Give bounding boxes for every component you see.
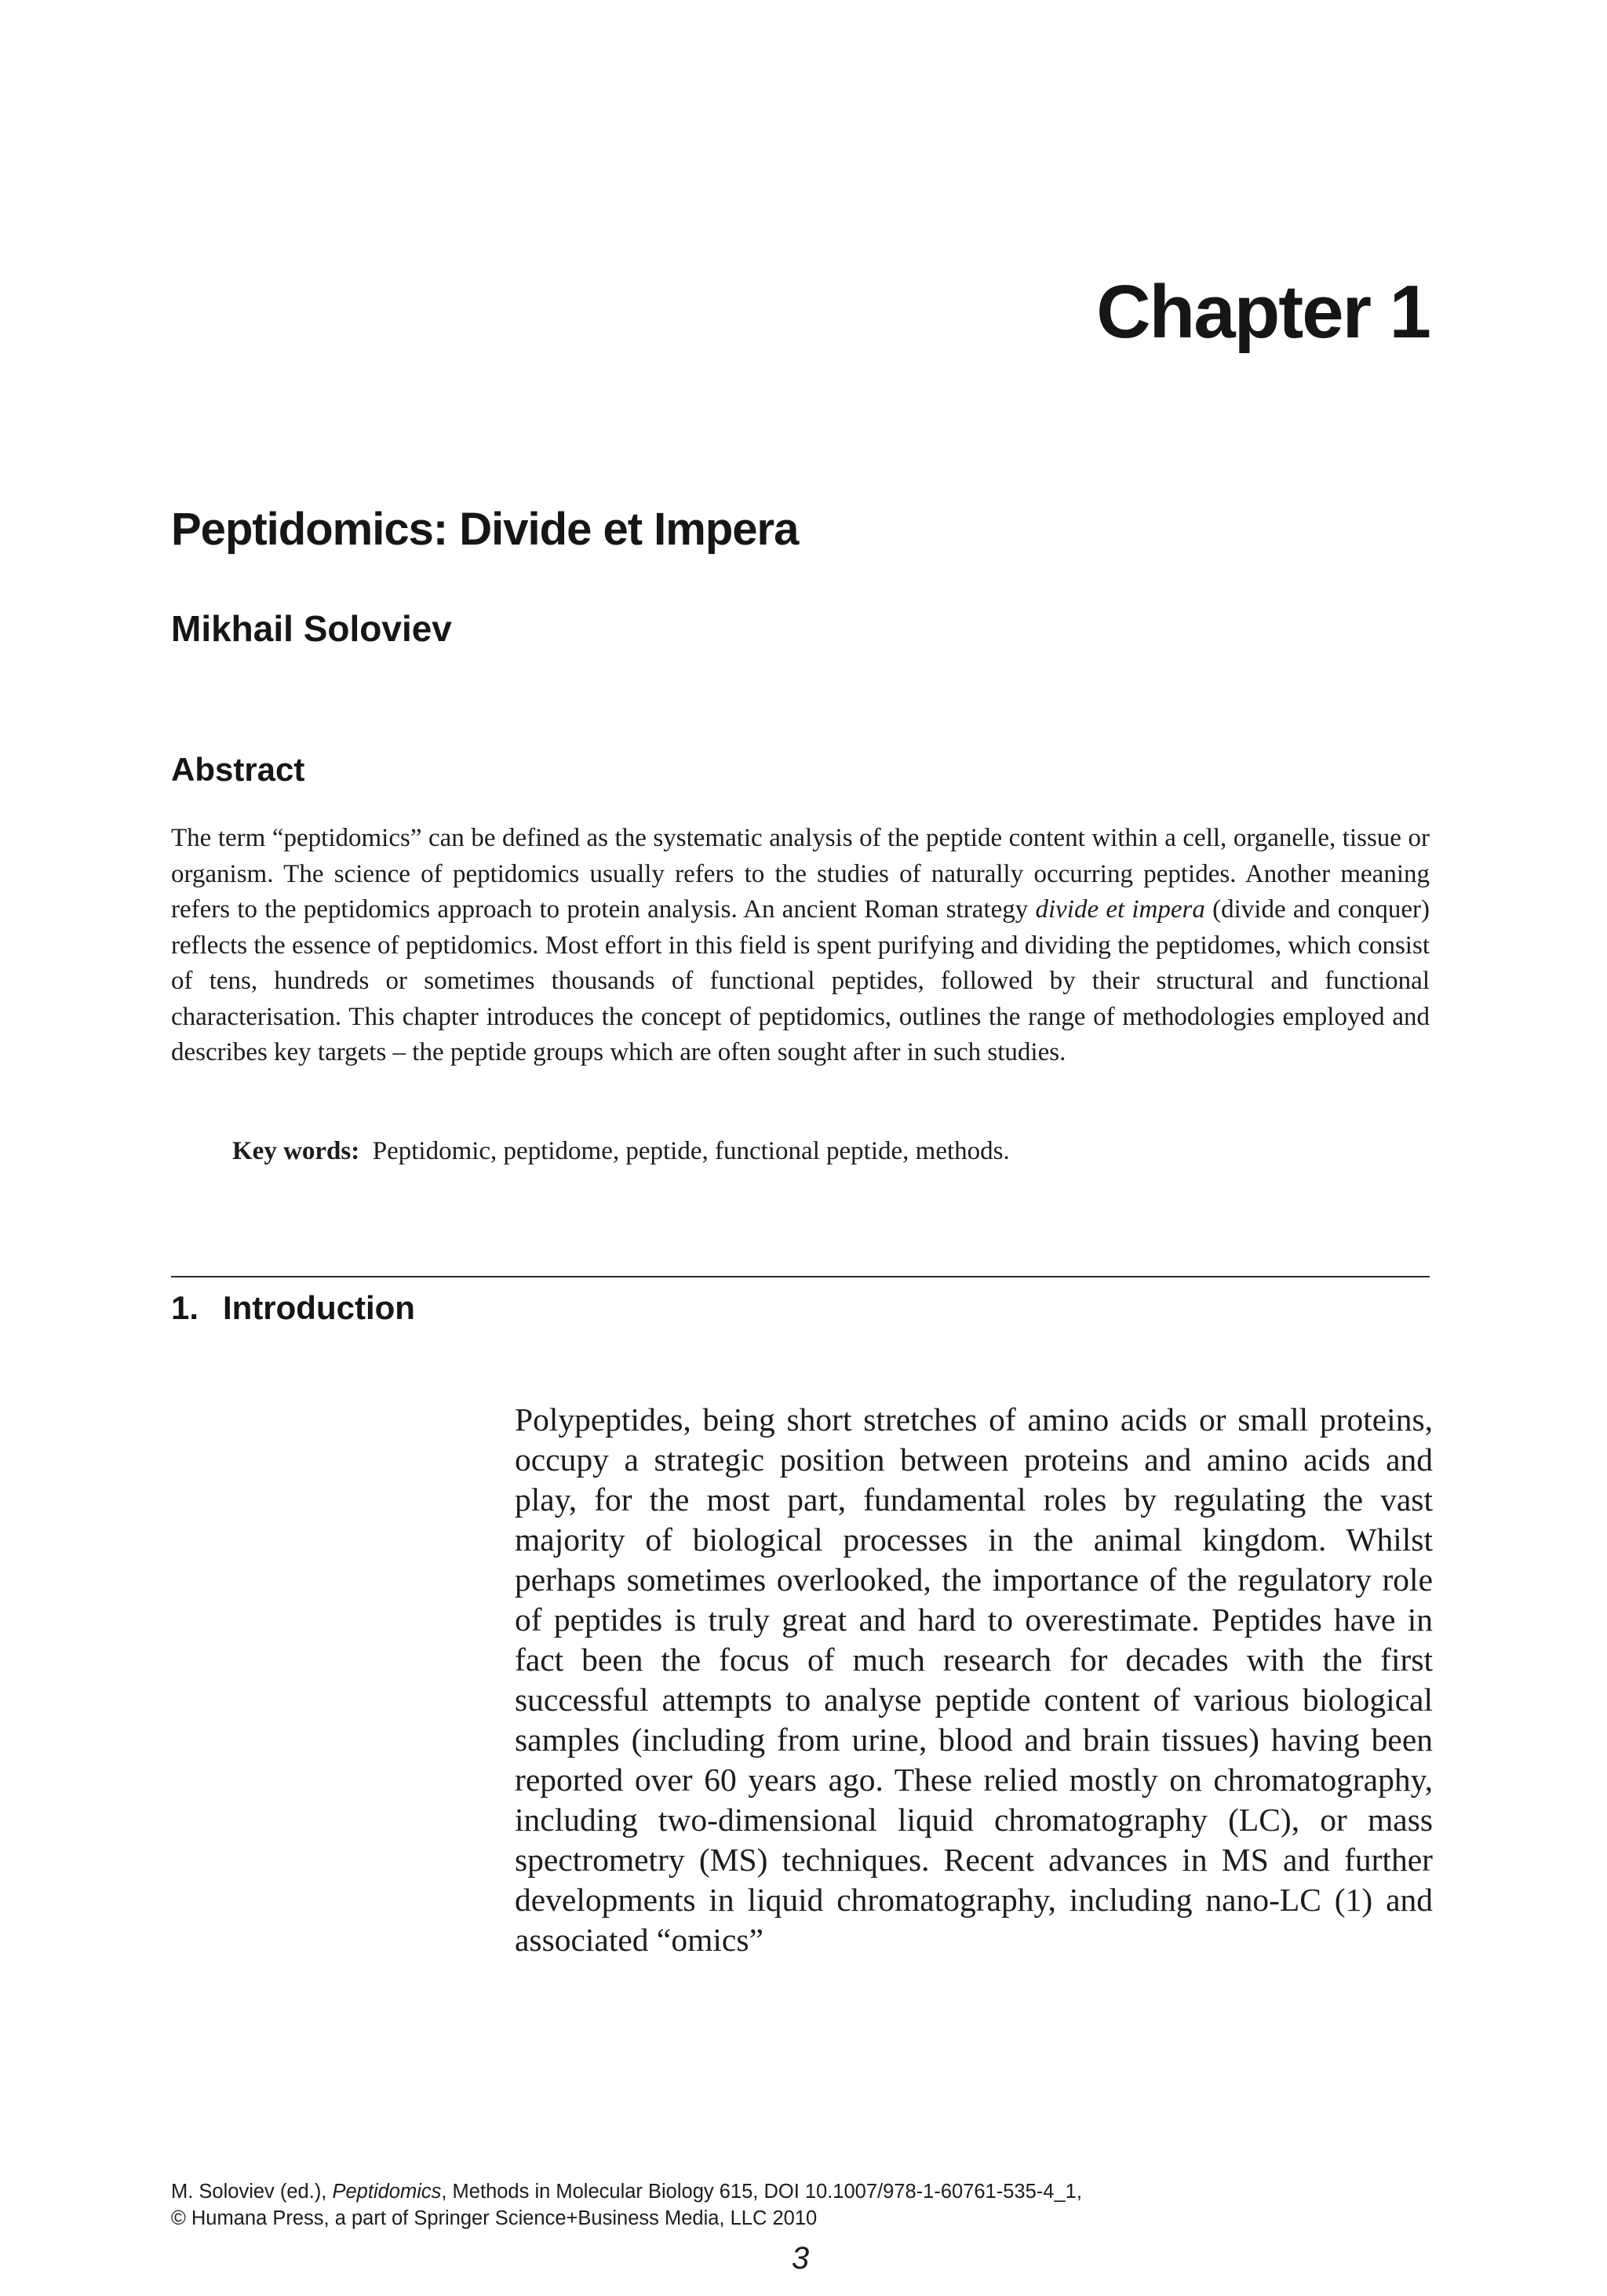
section-heading xyxy=(171,1289,415,1326)
keywords-list: Peptidomic, peptidome, peptide, functional peptide, methods. xyxy=(372,1137,1010,1165)
abstract-body xyxy=(171,821,1430,1071)
footer-citation xyxy=(171,2178,1430,2232)
author-name: Mikhail Soloviev xyxy=(171,608,452,649)
abstract-text-part-2: (divide and conquer) reflects the essence of peptidomics. Most effort in this field is spent purifying and dividing the peptidomes, which consist of tens, hundreds or sometimes thousands of functional peptides, followed by their structural and functional characterisation. This chapter introduces the concept of peptidomics, outlines the range of methodologies employed and describes key targets – the peptide groups which are often sought after in such studies. xyxy=(171,895,1430,1066)
citation-suffix: , Methods in Molecular Biology 615, DOI 10.1007/978-1-60761-535-4_1, xyxy=(441,2181,1082,2203)
keywords-label: Key words: xyxy=(232,1137,360,1165)
chapter-title: Peptidomics: Divide et Impera xyxy=(171,504,799,555)
citation-line xyxy=(171,2178,1430,2205)
section-title: Introduction xyxy=(223,1289,415,1326)
citation-book-title: Peptidomics xyxy=(332,2181,442,2203)
section-divider xyxy=(171,1276,1430,1277)
section-number: 1. xyxy=(171,1289,199,1326)
chapter-label: Chapter 1 xyxy=(1096,270,1430,354)
copyright-line: © Humana Press, a part of Springer Science+Business Media, LLC 2010 xyxy=(171,2207,818,2229)
introduction-body: Polypeptides, being short stretches of amino acids or small proteins, occupy a strategic position between proteins and amino acids and play, for the most part, fundamental roles by regulating the vast majority of biological processes in the animal kingdom. Whilst perhaps sometimes overlooked, the importance of the regulatory role of peptides is truly great and hard to overestimate. Peptides have in fact been the focus of much research for decades with the first successful attempts to analyse peptide content of various biological samples (including from urine, blood and brain tissues) having been reported over 60 years ago. These relied mostly on chromatography, including two-dimensional liquid chromatography (LC), or mass spectrometry (MS) techniques. Recent advances in MS and further developments in liquid chromatography, including nano-LC (1) and associated “omics” xyxy=(515,1401,1433,1958)
keywords-line xyxy=(232,1134,1010,1169)
page-number: 3 xyxy=(791,2241,810,2276)
abstract-text-part-1: The term “peptidomics” can be defined as the systematic analysis of the peptide content within a cell, organelle, tissue or organism. The science of peptidomics usually refers to the studies of naturally occurring peptides. Another meaning refers to the peptidomics approach to protein analysis. An ancient Roman strategy xyxy=(171,824,1430,924)
citation-prefix: M. Soloviev (ed.), xyxy=(171,2181,333,2203)
abstract-italic-phrase: divide et impera xyxy=(1035,895,1205,924)
abstract-heading: Abstract xyxy=(171,751,305,788)
